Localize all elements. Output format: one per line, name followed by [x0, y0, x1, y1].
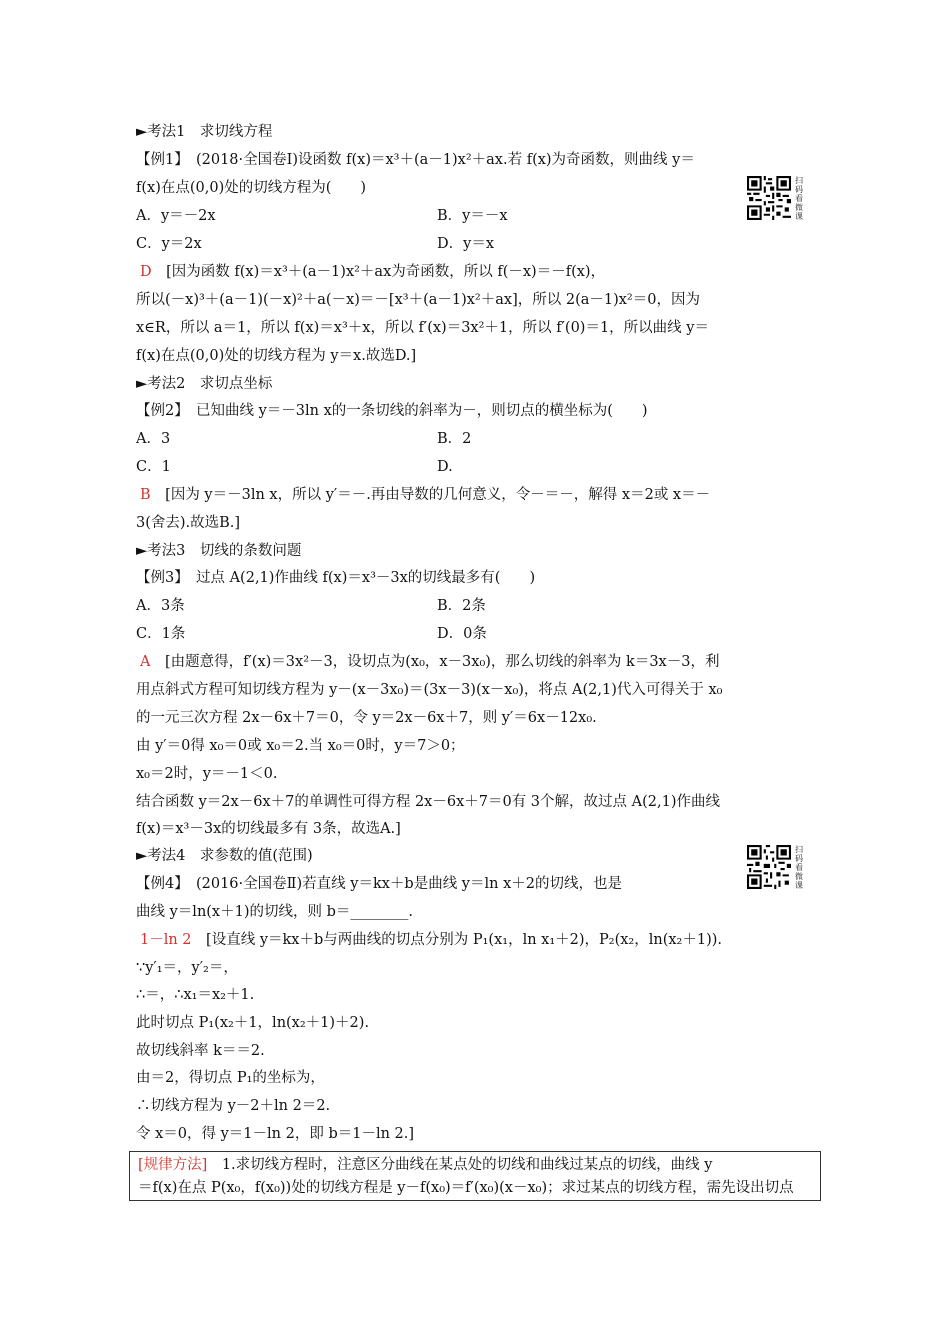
example-2-option-a: A．3 — [136, 431, 171, 447]
answer-2-line-2: 3(舍去).故选B.] — [136, 515, 241, 531]
rule-line-1 — [138, 1155, 712, 1175]
answer-3-line-7: f(x)＝x³－3x的切线最多有 3条，故选A.] — [136, 821, 401, 837]
answer-3-line-1 — [140, 652, 719, 672]
example-1-option-d: D．y＝x — [437, 236, 494, 252]
answer-3-line-2: 用点斜式方程可知切线方程为 y－(x－3x₀)＝(3x－3)(x－x₀)，将点 A(2,1)代入可得关于 x₀ — [136, 682, 723, 698]
answer-4-value: 1－ln 2 — [140, 932, 192, 948]
example-1-option-b: B．y＝－x — [437, 208, 508, 224]
example-2-line-1: 【例2】 已知曲线 y＝－3ln x的一条切线的斜率为－，则切点的横坐标为( ) — [136, 403, 648, 419]
answer-1-line-3: x∈R，所以 a＝1，所以 f(x)＝x³＋x，所以 f′(x)＝3x²＋1，所以 f′(0)＝1，所以曲线 y＝ — [136, 320, 709, 336]
answer-3-line-5: x₀＝2时，y＝－1＜0. — [136, 766, 278, 782]
answer-3-text: [由题意得，f′(x)＝3x²－3，设切点为(x₀，x－3x₀)，那么切线的斜率为 k＝3x－3，利 — [150, 654, 720, 670]
section-heading-4: ►考法4 求参数的值(范围) — [136, 848, 313, 864]
example-3-option-a: A．3条 — [136, 598, 185, 614]
example-3-option-c: C．1条 — [136, 626, 186, 642]
answer-4-line-3: ∴＝，∴x₁＝x₂＋1. — [136, 987, 255, 1003]
example-4-line-1: 【例4】 (2016·全国卷Ⅱ)若直线 y＝kx＋b是曲线 y＝ln x＋2的切线，也是 — [136, 876, 622, 892]
answer-1-line-2: 所以(－x)³＋(a－1)(－x)²＋a(－x)＝－[x³＋(a－1)x²＋ax]，所以 2(a－1)x²＝0，因为 — [136, 292, 700, 308]
answer-4-line-1 — [140, 930, 722, 950]
answer-2-line-1 — [140, 485, 710, 505]
answer-3-line-4: 由 y′＝0得 x₀＝0或 x₀＝2.当 x₀＝0时，y＝7＞0； — [136, 738, 465, 754]
qr-caption: 扫码看微课 — [795, 176, 803, 221]
answer-1-letter: D — [140, 264, 152, 280]
rule-method-box — [129, 1151, 821, 1201]
qr-code-icon[interactable] — [747, 176, 791, 220]
answer-1-line-1 — [140, 262, 605, 282]
answer-4-line-8: 令 x＝0，得 y＝1－ln 2，即 b＝1－ln 2.] — [136, 1126, 415, 1142]
answer-4-text: [设直线 y＝kx＋b与两曲线的切点分别为 P₁(x₁，ln x₁＋2)，P₂(x₂，ln(x₂＋1)). — [191, 932, 723, 948]
example-4-line-2: 曲线 y＝ln(x＋1)的切线，则 b＝________. — [136, 904, 413, 920]
example-2-option-c: C．1 — [136, 459, 171, 475]
rule-line-2: ＝f(x)在点 P(x₀，f(x₀))处的切线方程是 y－f(x₀)＝f′(x₀)(x－x₀)；求过某点的切线方程，需先设出切点 — [138, 1180, 794, 1196]
section-heading-2: ►考法2 求切点坐标 — [136, 376, 273, 392]
example-3-line-1: 【例3】 过点 A(2,1)作曲线 f(x)＝x³－3x的切线最多有( ) — [136, 570, 536, 586]
rule-tag: [规律方法] — [138, 1157, 208, 1173]
section-heading-3: ►考法3 切线的条数问题 — [136, 543, 302, 559]
answer-4-line-7: ∴切线方程为 y－2＋ln 2＝2. — [136, 1098, 331, 1114]
example-1-option-a: A．y＝－2x — [136, 208, 216, 224]
answer-4-line-6: 由＝2，得切点 P₁的坐标为， — [136, 1070, 325, 1086]
answer-3-letter: A — [140, 654, 151, 670]
qr-code-icon[interactable] — [747, 845, 791, 889]
answer-4-line-2: ∵y′₁＝，y′₂＝， — [136, 960, 238, 976]
example-1-line-1: 【例1】 (2018·全国卷Ⅰ)设函数 f(x)＝x³＋(a－1)x²＋ax.若 f(x)为奇函数，则曲线 y＝ — [136, 152, 695, 168]
answer-1-line-4: f(x)在点(0,0)处的切线方程为 y＝x.故选D.] — [136, 348, 417, 364]
example-3-option-b: B．2条 — [437, 598, 486, 614]
example-1-option-c: C．y＝2x — [136, 236, 202, 252]
answer-3-line-3: 的一元三次方程 2x－6x＋7＝0，令 y＝2x－6x＋7，则 y′＝6x－12x₀. — [136, 710, 597, 726]
example-2-option-b: B．2 — [437, 431, 472, 447]
section-heading-1: ►考法1 求切线方程 — [136, 124, 273, 140]
example-3-option-d: D．0条 — [437, 626, 487, 642]
answer-1-text: [因为函数 f(x)＝x³＋(a－1)x²＋ax为奇函数，所以 f(－x)＝－f(x)， — [151, 264, 606, 280]
answer-2-letter: B — [140, 487, 151, 503]
example-1-line-2: f(x)在点(0,0)处的切线方程为( ) — [136, 180, 367, 196]
example-2-option-d: D. — [437, 459, 453, 475]
answer-4-line-5: 故切线斜率 k＝＝2. — [136, 1043, 265, 1059]
qr-caption: 扫码看微课 — [795, 845, 803, 890]
rule-text-1: 1.求切线方程时，注意区分曲线在某点处的切线和曲线过某点的切线，曲线 y — [207, 1157, 713, 1173]
answer-2-text: [因为 y＝－3ln x，所以 y′＝－.再由导数的几何意义，令－＝－，解得 x＝2或 x＝－ — [150, 487, 711, 503]
answer-3-line-6: 结合函数 y＝2x－6x＋7的单调性可得方程 2x－6x＋7＝0有 3个解，故过点 A(2,1)作曲线 — [136, 794, 720, 810]
answer-4-line-4: 此时切点 P₁(x₂＋1，ln(x₂＋1)＋2). — [136, 1015, 370, 1031]
